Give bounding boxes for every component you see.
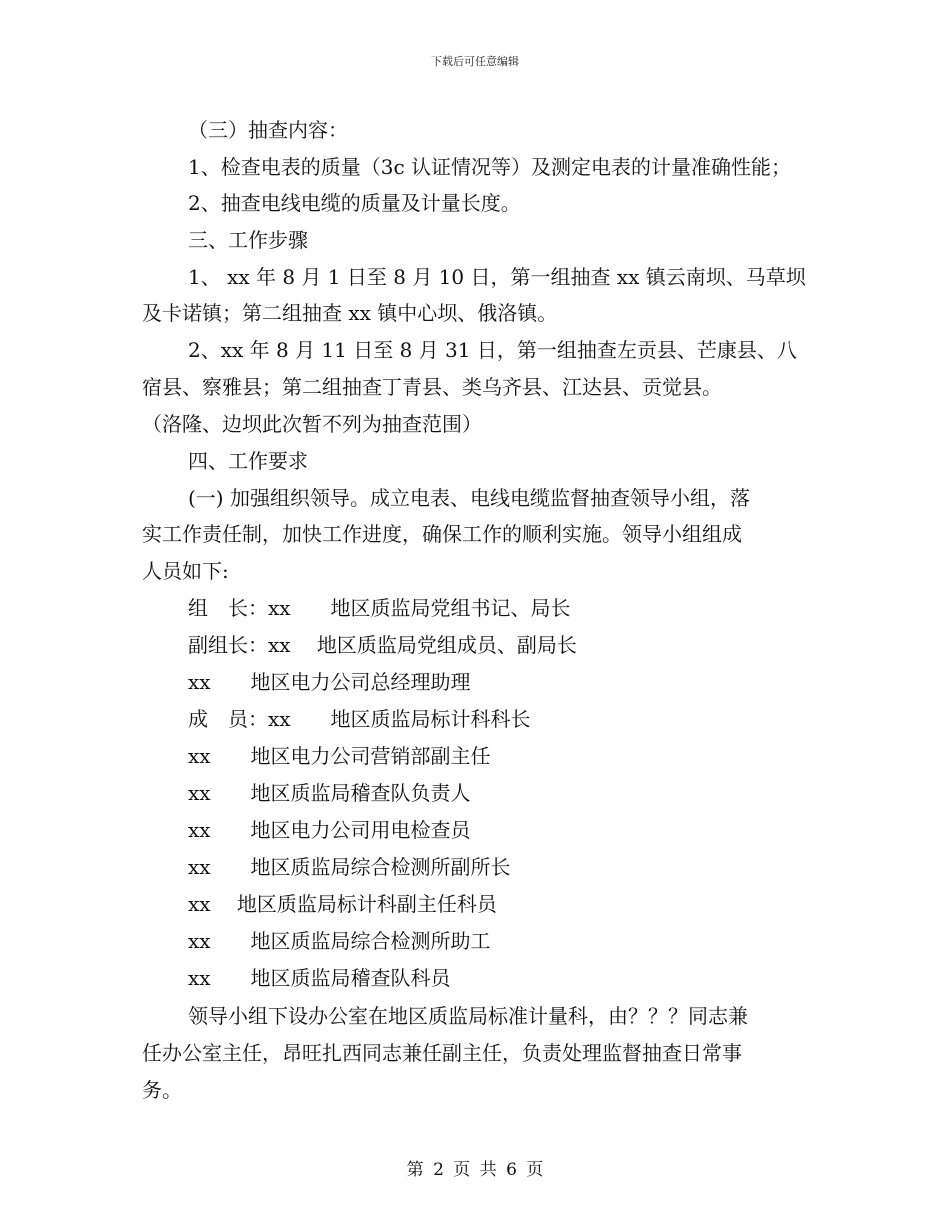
member-line: xx 地区质监局标计科副主任科员 [188,892,497,916]
text-line: 实工作责任制，加快工作进度，确保工作的顺利实施。领导小组组成 [142,522,742,546]
section-heading: （三）抽查内容： [188,118,348,142]
text-line: 1、 xx 年 8 月 1 日至 8 月 10 日，第一组抽查 xx 镇云南坝、马草坝 [188,265,806,289]
page-header: 下载后可任意编辑 [431,55,519,68]
member-line: xx 地区质监局综合检测所助工 [188,929,491,953]
member-line: xx 地区电力公司营销部副主任 [188,744,491,768]
text-line: 2、抽查电线电缆的质量及计量长度。 [188,191,521,215]
member-line: 成 员：xx 地区质监局标计科科长 [188,707,531,731]
text-line: 人员如下: [142,559,229,583]
text-line: （洛隆、边坝此次暂不列为抽查范围） [142,412,482,436]
text-line: 务。 [142,1078,182,1102]
text-line: 1、检查电表的质量（3c 认证情况等）及测定电表的计量准确性能； [188,155,792,179]
text-line: 2、xx 年 8 月 11 日至 8 月 31 日，第一组抽查左贡县、芒康县、八 [188,338,797,362]
member-line: xx 地区电力公司总经理助理 [188,670,471,694]
text-line: (一) 加强组织领导。成立电表、电线电缆监督抽查领导小组，落 [188,486,750,510]
text-line: 宿县、察雅县；第二组抽查丁青县、类乌齐县、江达县、贡觉县。 [142,375,722,399]
member-line: xx 地区质监局综合检测所副所长 [188,855,511,879]
member-line: 副组长：xx 地区质监局党组成员、副局长 [188,633,577,657]
page-footer: 第 2 页 共 6 页 [406,1160,544,1180]
member-line: xx 地区质监局稽查队科员 [188,966,451,990]
text-line: 及卡诺镇；第二组抽查 xx 镇中心坝、俄洛镇。 [142,301,558,325]
member-line: xx 地区电力公司用电检查员 [188,818,471,842]
text-line: 任办公室主任，昂旺扎西同志兼任副主任，负责处理监督抽查日常事 [142,1041,742,1065]
section-heading: 三、工作步骤 [188,228,308,252]
member-line: xx 地区质监局稽查队负责人 [188,781,471,805]
member-line: 组 长：xx 地区质监局党组书记、局长 [188,596,571,620]
text-line: 领导小组下设办公室在地区质监局标准计量科，由？？？同志兼 [188,1004,748,1028]
section-heading: 四、工作要求 [188,449,308,473]
